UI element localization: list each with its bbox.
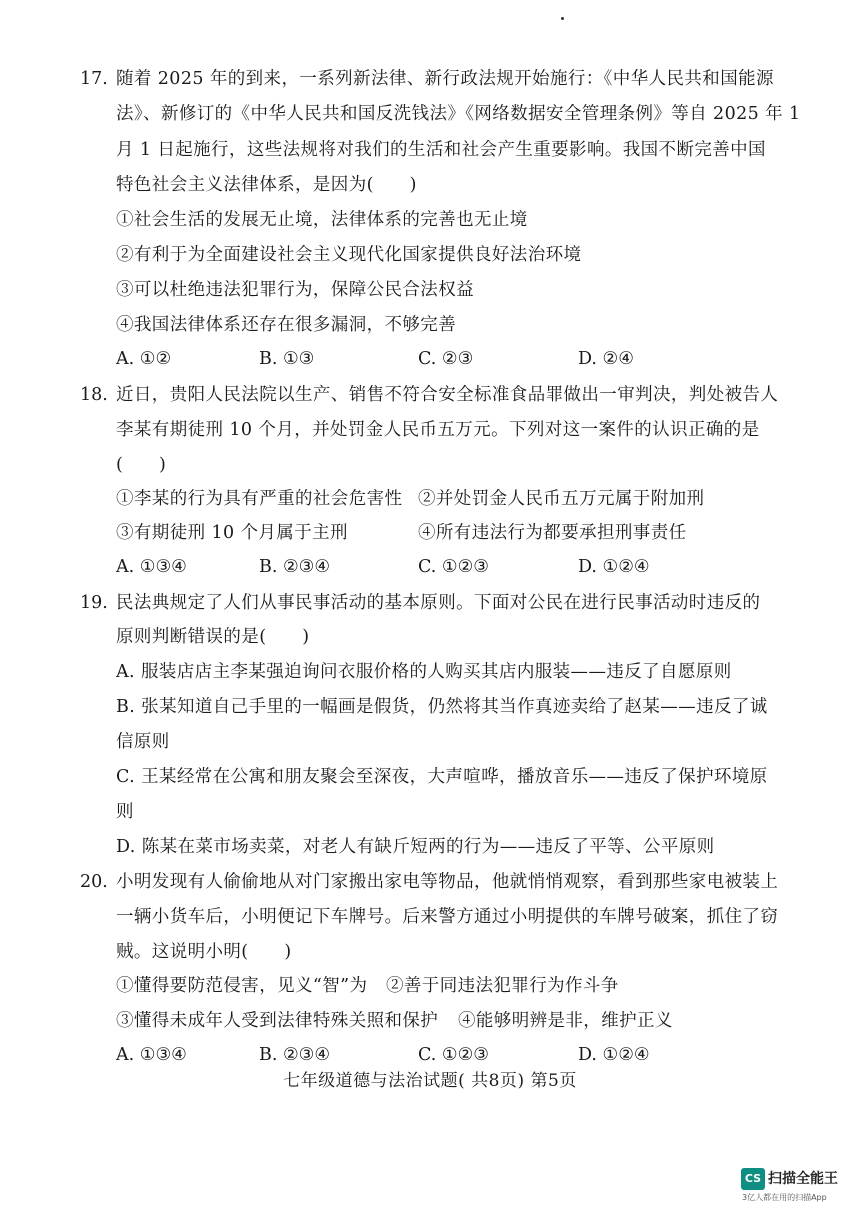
watermark-tagline: 3亿人都在用的扫描App [742,1193,827,1202]
statement: ③有期徒刑 10 个月属于主刑 [116,523,348,543]
question-number: 18. [80,385,108,405]
choice-b-continued: 信原则 [116,732,170,752]
statement: ①李某的行为具有严重的社会危害性 [116,489,403,509]
statement: ②并处罚金人民币五万元属于附加刑 [418,489,705,509]
option-b: B. ②③④ [259,557,331,577]
statement: ③懂得未成年人受到法律特殊关照和保护 [116,1011,439,1031]
statement: ②善于同违法犯罪行为作斗争 [386,976,619,996]
question-text-line: 小明发现有人偷偷地从对门家搬出家电等物品，他就悄悄观察，看到那些家电被装上 [116,872,779,892]
statement: ①社会生活的发展无止境，法律体系的完善也无止境 [116,210,528,230]
option-a: A. ①③④ [116,557,187,577]
question-text-line: 原则判断错误的是( ) [116,627,310,647]
camscanner-logo-icon: CS [741,1168,765,1190]
statement: ④所有违法行为都要承担刑事责任 [418,523,687,543]
statement: ①懂得要防范侵害，见义“智”为 [116,976,368,996]
question-text-line: 随着 2025 年的到来，一系列新法律、新行政法规开始施行：《中华人民共和国能源 [116,69,774,89]
choice-b: B. 张某知道自己手里的一幅画是假货，仍然将其当作真迹卖给了赵某——违反了诚 [116,697,768,717]
choice-d: D. 陈某在菜市场卖菜，对老人有缺斤短两的行为——违反了平等、公平原则 [116,837,715,857]
question-number: 20. [80,872,108,892]
question-text-line: 李某有期徒刑 10 个月，并处罚金人民币五万元。下列对这一案件的认识正确的是 [116,420,760,440]
question-text-line: 贼。这说明小明( ) [116,942,292,962]
option-d: D. ①②④ [578,1045,650,1065]
question-text-line: ( ) [116,455,167,475]
statement: ④我国法律体系还存在很多漏洞，不够完善 [116,315,457,335]
statement: ②有利于为全面建设社会主义现代化国家提供良好法治环境 [116,245,582,265]
option-b: B. ②③④ [259,1045,331,1065]
option-d: D. ①②④ [578,557,650,577]
option-c: C. ②③ [418,349,474,369]
statement: ③可以杜绝违法犯罪行为，保障公民合法权益 [116,280,474,300]
question-number: 19. [80,593,108,613]
question-text-line: 民法典规定了人们从事民事活动的基本原则。下面对公民在进行民事活动时违反的 [116,593,761,613]
statement: ④能够明辨是非，维护正义 [458,1011,673,1031]
option-c: C. ①②③ [418,1045,489,1065]
watermark-app-name: 扫描全能王 [768,1171,838,1187]
choice-c-continued: 则 [116,802,134,822]
question-text-line: 法》、新修订的《中华人民共和国反洗钱法》《网络数据安全管理条例》等自 2025 年 1 [116,104,801,124]
option-c: C. ①②③ [418,557,489,577]
question-number: 17. [80,69,108,89]
question-text-line: 月 1 日起施行，这些法规将对我们的生活和社会产生重要影响。我国不断完善中国 [116,140,766,160]
page-footer: 七年级道德与法治试题( 共8页) 第5页 [283,1071,577,1091]
scan-speck [561,17,564,20]
question-text-line: 一辆小货车后，小明便记下车牌号。后来警方通过小明提供的车牌号破案，抓住了窃 [116,907,779,927]
option-a: A. ①③④ [116,1045,187,1065]
question-text-line: 特色社会主义法律体系，是因为( ) [116,175,417,195]
question-text-line: 近日，贵阳人民法院以生产、销售不符合安全标准食品罪做出一审判决，判处被告人 [116,385,779,405]
choice-c: C. 王某经常在公寓和朋友聚会至深夜，大声喧哗，播放音乐——违反了保护环境原 [116,767,768,787]
choice-a: A. 服装店店主李某强迫询问衣服价格的人购买其店内服装——违反了自愿原则 [116,662,732,682]
option-a: A. ①② [116,349,172,369]
option-d: D. ②④ [578,349,634,369]
option-b: B. ①③ [259,349,315,369]
